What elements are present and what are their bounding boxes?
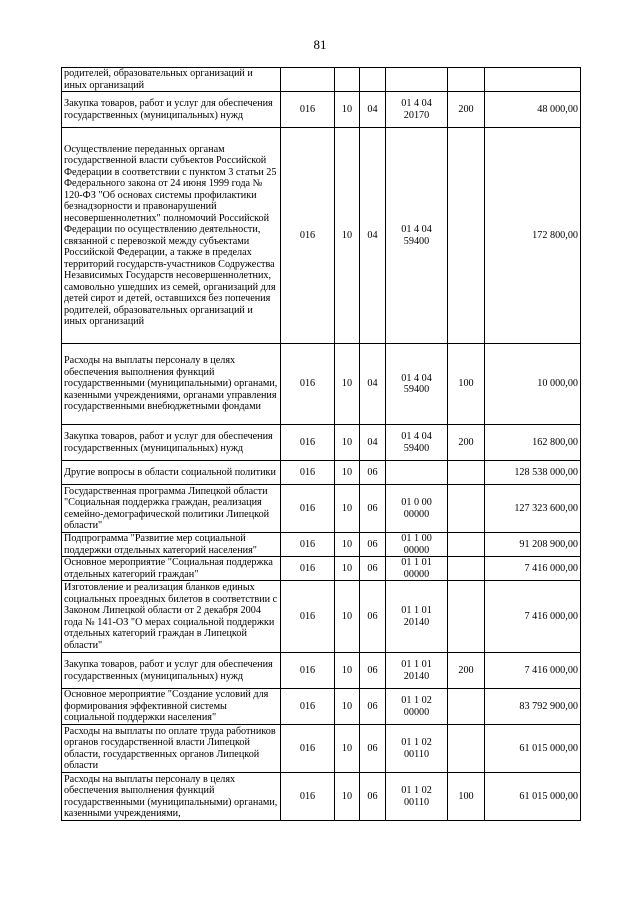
ministry-code: 016 bbox=[281, 485, 335, 533]
expense-type-code bbox=[448, 68, 485, 92]
subsection-code: 04 bbox=[360, 128, 386, 344]
row-name: Расходы на выплаты персоналу в целях обеспечения выполнения функций государственными (муниципальными) органами, казенными учреждениями, bbox=[62, 773, 281, 821]
amount: 7 416 000,00 bbox=[485, 653, 581, 689]
section-code: 10 bbox=[335, 689, 360, 725]
article-code: 01 1 02 00110 bbox=[386, 773, 448, 821]
ministry-code: 016 bbox=[281, 773, 335, 821]
section-code: 10 bbox=[335, 92, 360, 128]
expense-type-code bbox=[448, 557, 485, 581]
table-row bbox=[62, 92, 581, 128]
subsection-code: 06 bbox=[360, 773, 386, 821]
article-code: 01 1 01 00000 bbox=[386, 557, 448, 581]
article-code bbox=[386, 68, 448, 92]
table-row bbox=[62, 581, 581, 653]
expense-type-code: 100 bbox=[448, 773, 485, 821]
row-name: Государственная программа Липецкой области "Социальная поддержка граждан, реализация семейно-демографической политики Липецкой области" bbox=[62, 485, 281, 533]
ministry-code: 016 bbox=[281, 533, 335, 557]
subsection-code: 06 bbox=[360, 485, 386, 533]
article-code: 01 4 04 59400 bbox=[386, 128, 448, 344]
article-code: 01 1 00 00000 bbox=[386, 533, 448, 557]
ministry-code: 016 bbox=[281, 425, 335, 461]
budget-table-body bbox=[62, 68, 581, 821]
expense-type-code bbox=[448, 689, 485, 725]
ministry-code: 016 bbox=[281, 92, 335, 128]
amount: 127 323 600,00 bbox=[485, 485, 581, 533]
expense-type-code: 200 bbox=[448, 92, 485, 128]
subsection-code: 06 bbox=[360, 581, 386, 653]
section-code bbox=[335, 68, 360, 92]
section-code: 10 bbox=[335, 533, 360, 557]
table-row bbox=[62, 689, 581, 725]
expense-type-code: 100 bbox=[448, 344, 485, 425]
subsection-code: 06 bbox=[360, 689, 386, 725]
expense-type-code bbox=[448, 485, 485, 533]
amount: 10 000,00 bbox=[485, 344, 581, 425]
expense-type-code bbox=[448, 581, 485, 653]
subsection-code: 06 bbox=[360, 461, 386, 485]
row-name: Расходы на выплаты персоналу в целях обеспечения выполнения функций государственными (муниципальными) органами, казенными учреждениями, органами управления государственными внебюджетными фондами bbox=[62, 344, 281, 425]
section-code: 10 bbox=[335, 653, 360, 689]
article-code: 01 1 02 00110 bbox=[386, 725, 448, 773]
ministry-code: 016 bbox=[281, 461, 335, 485]
row-name: Изготовление и реализация бланков единых социальных проездных билетов в соответствии с Законом Липецкой области от 2 декабря 2004 года № 141-ОЗ "О мерах социальной поддержки отдельных категорий граждан в Липецкой области" bbox=[62, 581, 281, 653]
expense-type-code: 200 bbox=[448, 425, 485, 461]
subsection-code: 04 bbox=[360, 92, 386, 128]
row-name: Закупка товаров, работ и услуг для обеспечения государственных (муниципальных) нужд bbox=[62, 653, 281, 689]
subsection-code: 06 bbox=[360, 557, 386, 581]
section-code: 10 bbox=[335, 725, 360, 773]
amount: 7 416 000,00 bbox=[485, 557, 581, 581]
ministry-code bbox=[281, 68, 335, 92]
amount: 48 000,00 bbox=[485, 92, 581, 128]
section-code: 10 bbox=[335, 557, 360, 581]
article-code: 01 4 04 59400 bbox=[386, 425, 448, 461]
section-code: 10 bbox=[335, 581, 360, 653]
section-code: 10 bbox=[335, 425, 360, 461]
article-code: 01 4 04 59400 bbox=[386, 344, 448, 425]
section-code: 10 bbox=[335, 461, 360, 485]
row-name: Основное мероприятие "Социальная поддержка отдельных категорий граждан" bbox=[62, 557, 281, 581]
subsection-code: 06 bbox=[360, 725, 386, 773]
table-row bbox=[62, 344, 581, 425]
amount: 7 416 000,00 bbox=[485, 581, 581, 653]
page-number: 81 bbox=[313, 37, 327, 52]
table-row bbox=[62, 773, 581, 821]
row-name: Основное мероприятие "Создание условий для формирования эффективной системы социальной поддержки населения" bbox=[62, 689, 281, 725]
table-row bbox=[62, 557, 581, 581]
row-name: Закупка товаров, работ и услуг для обеспечения государственных (муниципальных) нужд bbox=[62, 92, 281, 128]
amount: 91 208 900,00 bbox=[485, 533, 581, 557]
article-code: 01 1 02 00000 bbox=[386, 689, 448, 725]
table-row bbox=[62, 725, 581, 773]
table-row bbox=[62, 533, 581, 557]
table-row bbox=[62, 485, 581, 533]
amount bbox=[485, 68, 581, 92]
article-code: 01 0 00 00000 bbox=[386, 485, 448, 533]
article-code: 01 1 01 20140 bbox=[386, 653, 448, 689]
row-name: Подпрограмма "Развитие мер социальной поддержки отдельных категорий населения" bbox=[62, 533, 281, 557]
amount: 61 015 000,00 bbox=[485, 773, 581, 821]
subsection-code: 06 bbox=[360, 653, 386, 689]
subsection-code: 04 bbox=[360, 425, 386, 461]
ministry-code: 016 bbox=[281, 653, 335, 689]
expense-type-code bbox=[448, 725, 485, 773]
ministry-code: 016 bbox=[281, 557, 335, 581]
amount: 172 800,00 bbox=[485, 128, 581, 344]
row-name: Расходы на выплаты по оплате труда работников органов государственной власти Липецкой области, государственных органов Липецкой области bbox=[62, 725, 281, 773]
article-code: 01 4 04 20170 bbox=[386, 92, 448, 128]
table-row bbox=[62, 68, 581, 92]
article-code: 01 1 01 20140 bbox=[386, 581, 448, 653]
subsection-code: 04 bbox=[360, 344, 386, 425]
section-code: 10 bbox=[335, 485, 360, 533]
amount: 162 800,00 bbox=[485, 425, 581, 461]
table-row bbox=[62, 653, 581, 689]
row-name: Другие вопросы в области социальной политики bbox=[62, 461, 281, 485]
expense-type-code bbox=[448, 128, 485, 344]
section-code: 10 bbox=[335, 773, 360, 821]
article-code bbox=[386, 461, 448, 485]
table-row bbox=[62, 128, 581, 344]
section-code: 10 bbox=[335, 128, 360, 344]
ministry-code: 016 bbox=[281, 128, 335, 344]
expense-type-code bbox=[448, 533, 485, 557]
table-row bbox=[62, 461, 581, 485]
amount: 128 538 000,00 bbox=[485, 461, 581, 485]
subsection-code: 06 bbox=[360, 533, 386, 557]
subsection-code bbox=[360, 68, 386, 92]
expense-type-code bbox=[448, 461, 485, 485]
row-name: родителей, образовательных организаций и иных организаций bbox=[62, 68, 281, 92]
section-code: 10 bbox=[335, 344, 360, 425]
ministry-code: 016 bbox=[281, 344, 335, 425]
amount: 83 792 900,00 bbox=[485, 689, 581, 725]
ministry-code: 016 bbox=[281, 689, 335, 725]
ministry-code: 016 bbox=[281, 581, 335, 653]
row-name: Закупка товаров, работ и услуг для обеспечения государственных (муниципальных) нужд bbox=[62, 425, 281, 461]
budget-table bbox=[61, 67, 581, 821]
row-name: Осуществление переданных органам государственной власти субъектов Российской Федерации в соответствии с пунктом 3 статьи 25 Федерального закона от 24 июня 1999 года № 120-ФЗ "Об основах системы профилактики безнадзорности и правонарушений несовершеннолетних" полномочий Российской Федерации по осуществлению деятельности, связанной с перевозкой между субъектами Российской Федерации, а также в пределах территорий государств-участников Содружества Независимых Государств несовершеннолетних, самовольно ушедших из семей, организаций для детей сирот и детей, оставшихся без попечения родителей, образовательных организаций и иных организаций bbox=[62, 128, 281, 344]
expense-type-code: 200 bbox=[448, 653, 485, 689]
amount: 61 015 000,00 bbox=[485, 725, 581, 773]
ministry-code: 016 bbox=[281, 725, 335, 773]
table-row bbox=[62, 425, 581, 461]
